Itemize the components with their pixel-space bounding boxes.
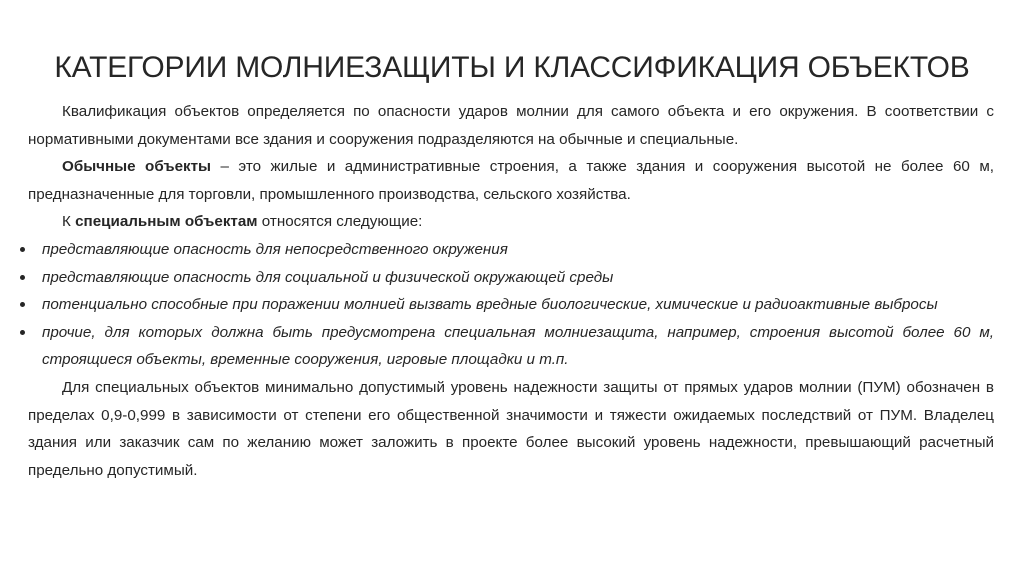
special-objects-prefix: К [62, 213, 76, 231]
paragraph-reliability-level: Для специальных объектов минимально допустимый уровень надежности защиты от прямых ударов молнии (ПУМ) обозначен в пределах 0,9-0,999 в зависимости от степени его общественной значимости и тяжести ожидаемых последствий от ПУМ. Владелец здания или заказчик сам по желанию может заложить в проекте более высокий уровень надежности, превышающий расчетный предельно допустимый. [28, 378, 994, 479]
special-objects-term: специальным объектам [75, 213, 258, 231]
ordinary-objects-term: Обычные объекты [62, 158, 212, 176]
bullet-icon [20, 302, 25, 307]
paragraph-ordinary-objects [28, 153, 994, 208]
list-item-text: прочие, для которых должна быть предусмотрена специальная молниезащита, например, строения высотой более 60 м, строящиеся объекты, временные сооружения, игровые площадки и т.п. [42, 323, 994, 369]
list-item-text: представляющие опасность для социальной и физической окружающей среды [42, 268, 614, 286]
list-item [28, 264, 994, 292]
list-item [28, 319, 994, 374]
slide-title: КАТЕГОРИИ МОЛНИЕЗАЩИТЫ И КЛАССИФИКАЦИЯ ОБЪЕКТОВ [54, 51, 970, 84]
list-item-text: потенциально способные при поражении молнией вызвать вредные биологические, химические и радиоактивные выбросы [42, 296, 938, 314]
bullet-icon [20, 247, 25, 252]
special-objects-suffix: относятся следующие: [257, 213, 423, 231]
ordinary-objects-definition: – это жилые и административные строения, а также здания и сооружения высотой не более 60 м, предназначенные для торговли, промышленного производства, сельского хозяйства. [28, 158, 994, 203]
special-objects-list [28, 236, 994, 374]
list-item [28, 236, 994, 264]
bullet-icon [20, 330, 25, 335]
slide-body [28, 98, 994, 484]
list-item-text: представляющие опасность для непосредственного окружения [42, 240, 508, 258]
bullet-icon [20, 275, 25, 280]
list-item [28, 291, 994, 319]
paragraph-special-objects-intro [28, 208, 994, 236]
paragraph-qualification: Квалификация объектов определяется по опасности ударов молнии для самого объекта и его окружения. В соответствии с нормативными документами все здания и сооружения подразделяются на обычные и специальные. [28, 103, 994, 148]
